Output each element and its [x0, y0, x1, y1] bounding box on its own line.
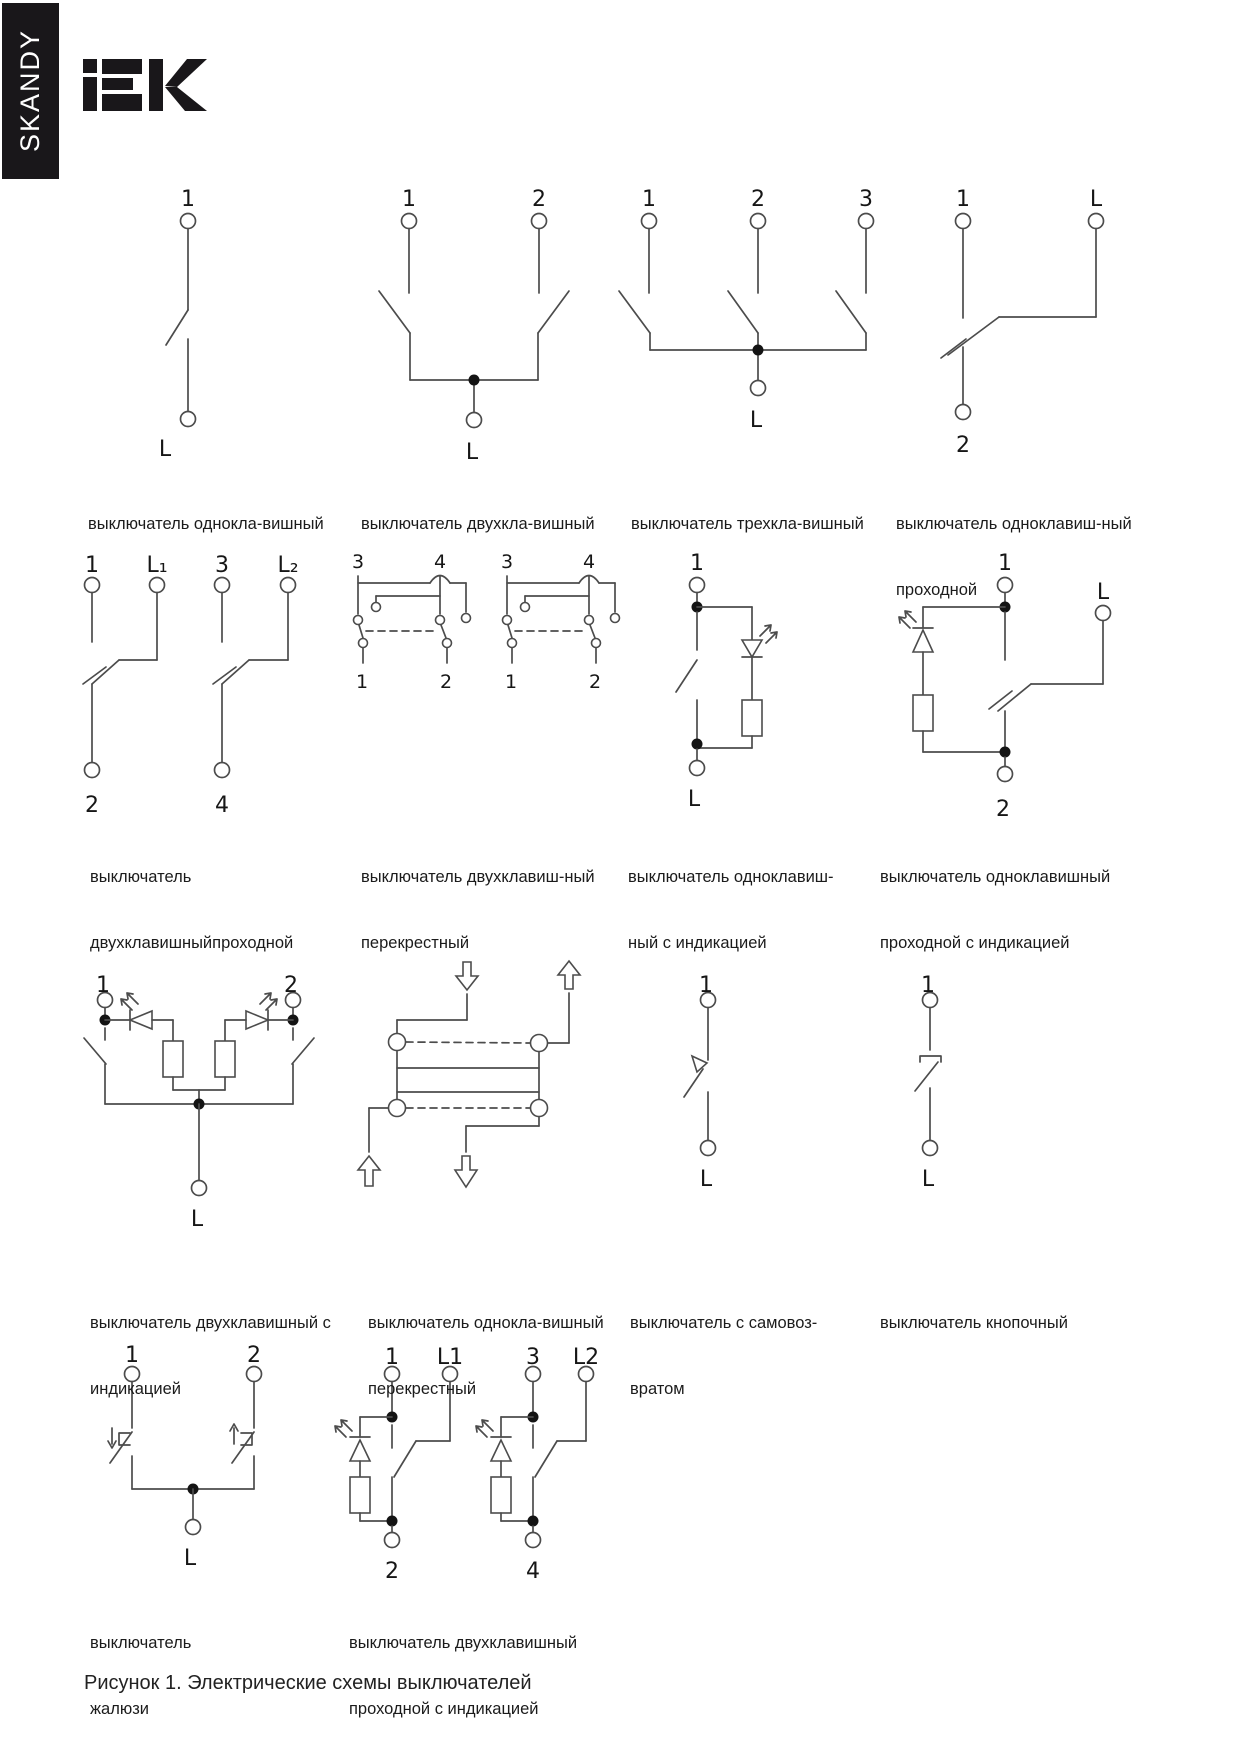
terminal-label: 1 — [921, 973, 935, 998]
terminal-label: L₂ — [277, 553, 299, 578]
diagram-caption: выключатель трехкла-вишный — [631, 515, 864, 533]
terminal-label: 1 — [642, 187, 656, 212]
diagram-two-gang-switch — [379, 187, 569, 465]
terminal-label: 2 — [532, 187, 546, 212]
terminal-label: 1 — [125, 1343, 139, 1368]
terminal-label: 3 — [215, 553, 229, 578]
resistor — [742, 700, 762, 736]
led-icon — [246, 993, 277, 1030]
diagram-two-gang-two-way-switch — [83, 553, 299, 818]
diagram-caption: выключатель двухклавишный с индикацией — [90, 1314, 331, 1398]
resistor — [215, 1041, 235, 1077]
diagram-caption: выключатель двухклавиш-ный перекрестный — [361, 868, 595, 952]
terminal-label: L — [699, 1167, 713, 1192]
resistor — [163, 1041, 183, 1077]
terminal-label: 2 — [751, 187, 765, 212]
terminal-label: L — [465, 440, 479, 465]
terminal-label: 1 — [355, 671, 369, 693]
resistor — [913, 695, 933, 731]
diagram-caption: выключатель с самовоз- вратом — [630, 1314, 818, 1398]
terminal-label: L — [1096, 580, 1110, 605]
terminal-label: 4 — [215, 793, 229, 818]
diagram-two-gang-switch-with-indicator — [84, 973, 314, 1232]
push-button-icon — [920, 1056, 941, 1062]
terminal-label: 1 — [956, 187, 970, 212]
terminal-label: 3 — [500, 551, 514, 573]
diagram-caption: выключатель однокла-вишный — [88, 515, 324, 533]
diagram-one-gang-two-way-switch — [941, 187, 1104, 458]
terminal-label: 2 — [284, 973, 298, 998]
terminal-label: L — [183, 1546, 197, 1571]
terminal-label: 1 — [402, 187, 416, 212]
diagram-caption: выключатель двухклавишный проходной с индикацией — [349, 1634, 578, 1718]
terminal-label: 1 — [181, 187, 195, 212]
terminal-label: 1 — [690, 551, 704, 576]
led-icon — [742, 625, 777, 657]
terminal-label: 1 — [504, 671, 518, 693]
arrow-down-icon — [455, 1156, 477, 1187]
terminal-label: L — [158, 437, 172, 462]
terminal-label: 4 — [433, 551, 447, 573]
diagram-caption: выключатель одноклавишный проходной с индикацией — [880, 868, 1111, 952]
figure-caption: Рисунок 1. Электрические схемы выключателей — [84, 1672, 532, 1694]
terminal-label: L — [749, 408, 763, 433]
terminal-label: 1 — [998, 551, 1012, 576]
terminal-label: 3 — [859, 187, 873, 212]
terminal-label: 1 — [96, 973, 110, 998]
terminal-label: 1 — [385, 1345, 399, 1370]
diagram-caption: выключатель однокла-вишный перекрестный — [368, 1314, 604, 1398]
diagram-caption: выключатель одноклавиш-ный проходной — [896, 515, 1132, 599]
terminal-label: 2 — [956, 433, 970, 458]
terminal-label: L2 — [572, 1345, 600, 1370]
terminal-label: 4 — [582, 551, 596, 573]
terminal-label: L₁ — [146, 553, 168, 578]
terminal-label: 2 — [247, 1343, 261, 1368]
terminal-label: 1 — [699, 973, 713, 998]
diagram-caption: выключатель жалюзи — [90, 1634, 192, 1718]
series-banner-label: SKANDY — [15, 29, 45, 153]
terminal-label: 2 — [385, 1559, 399, 1584]
led-icon — [335, 1420, 370, 1461]
terminal-label: 2 — [588, 671, 602, 693]
diagram-momentary-switch — [684, 973, 716, 1192]
arrow-up-icon — [358, 1156, 380, 1186]
diagram-caption: выключатель двухкла-вишный — [361, 515, 595, 533]
terminal-label: L — [687, 787, 701, 812]
terminal-label: 1 — [85, 553, 99, 578]
diagram-push-button-switch — [915, 973, 941, 1192]
terminal-label: L1 — [436, 1345, 464, 1370]
terminal-label: 2 — [439, 671, 453, 693]
terminal-label: 2 — [996, 797, 1010, 822]
terminal-label: 2 — [85, 793, 99, 818]
terminal-label: 3 — [351, 551, 365, 573]
spring-return-icon — [692, 1056, 707, 1072]
resistor — [350, 1477, 370, 1513]
diagram-one-gang-switch — [159, 187, 196, 462]
resistor — [491, 1477, 511, 1513]
led-icon — [121, 993, 152, 1030]
terminal-label: L — [190, 1207, 204, 1232]
terminal-label: L — [921, 1167, 935, 1192]
terminal-label: 3 — [526, 1345, 540, 1370]
diagram-caption: выключатель двухклавишныйпроходной — [90, 868, 294, 952]
diagram-caption: выключатель одноклавиш- ный с индикацией — [628, 868, 834, 952]
diagram-three-gang-switch — [619, 187, 874, 433]
diagram-caption: выключатель кнопочный — [880, 1314, 1068, 1332]
terminal-label: L — [1089, 187, 1103, 212]
diagram-one-gang-switch-with-indicator — [676, 551, 777, 812]
terminal-label: 4 — [526, 1559, 540, 1584]
